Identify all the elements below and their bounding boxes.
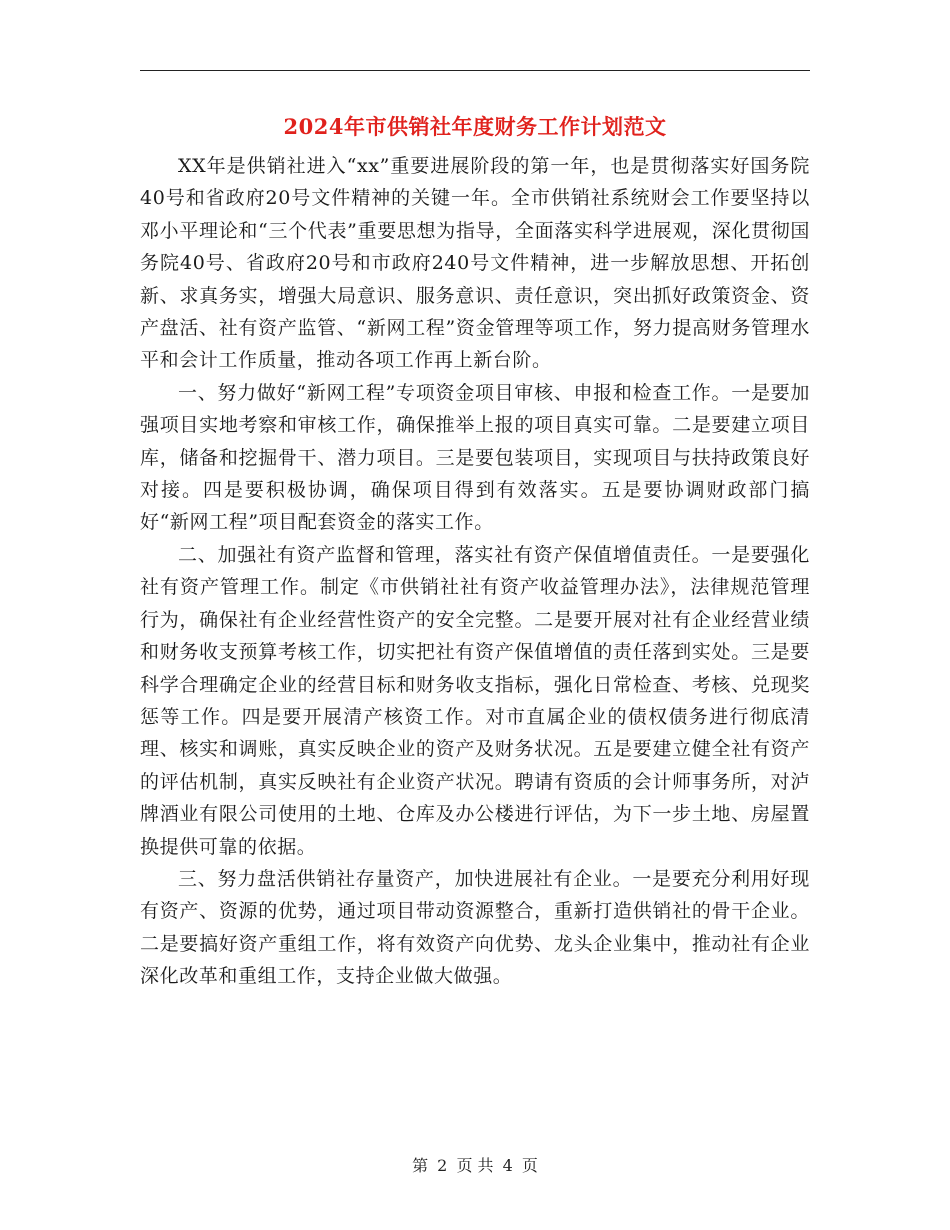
paragraph-section-1: 一、努力做好“新网工程”专项资金项目审核、申报和检查工作。一是要加强项目实地考察和审核工作，确保推举上报的项目真实可靠。二是要建立项目库，储备和挖掘骨干、潜力项目。三是要包装项目，实现项目与扶持政策良好对接。四是要积极协调，确保项目得到有效落实。五是要协调财政部门搞好“新网工程”项目配套资金的落实工作。 [140, 381, 810, 534]
paragraph-section-2: 二、加强社有资产监督和管理，落实社有资产保值增值责任。一是要强化社有资产管理工作。制定《市供销社社有资产收益管理办法》，法律规范管理行为，确保社有企业经营性资产的安全完整。二是要开展对社有企业经营业绩和财务收支预算考核工作，切实把社有资产保值增值的责任落到实处。三是要科学合理确定企业的经营目标和财务收支指标，强化日常检查、考核、兑现奖惩等工作。四是要开展清产核资工作。对市直属企业的债权债务进行彻底清理、核实和调账，真实反映企业的资产及财务状况。五是要建立健全社有资产的评估机制，真实反映社有企业资产状况。聘请有资质的会计师事务所，对泸牌酒业有限公司使用的土地、仓库及办公楼进行评估，为下一步土地、房屋置换提供可靠的依据。 [140, 543, 810, 858]
footer-total-pages: 4 [502, 1156, 513, 1175]
paragraph-section-3: 三、努力盘活供销社存量资产，加快进展社有企业。一是要充分利用好现有资产、资源的优势，通过项目带动资源整合，重新打造供销社的骨干企业。二是要搞好资产重组工作，将有效资产向优势、龙头企业集中，推动社有企业深化改革和重组工作，支持企业做大做强。 [140, 867, 810, 988]
header-rule [140, 70, 810, 71]
footer-middle: 页 共 [456, 1156, 494, 1175]
document-body [140, 150, 810, 993]
document-title: 2024年市供销社年度财务工作计划范文 [283, 114, 667, 139]
paragraph-intro: XX年是供销社进入“xx”重要进展阶段的第一年，也是贯彻落实好国务院40号和省政府20号文件精神的关键一年。全市供销社系统财会工作要坚持以邓小平理论和“三个代表”重要思想为指导，全面落实科学进展观，深化贯彻国务院40号、省政府20号和市政府240号文件精神，进一步解放思想、开拓创新、求真务实，增强大局意识、服务意识、责任意识，突出抓好政策资金、资产盘活、社有资产监管、“新网工程”资金管理等项工作，努力提高财务管理水平和会计工作质量，推动各项工作再上新台阶。 [140, 155, 810, 372]
footer-suffix: 页 [521, 1156, 538, 1175]
footer-prefix: 第 [412, 1156, 429, 1175]
footer-page-number: 2 [437, 1156, 448, 1175]
page-footer [0, 1155, 950, 1177]
